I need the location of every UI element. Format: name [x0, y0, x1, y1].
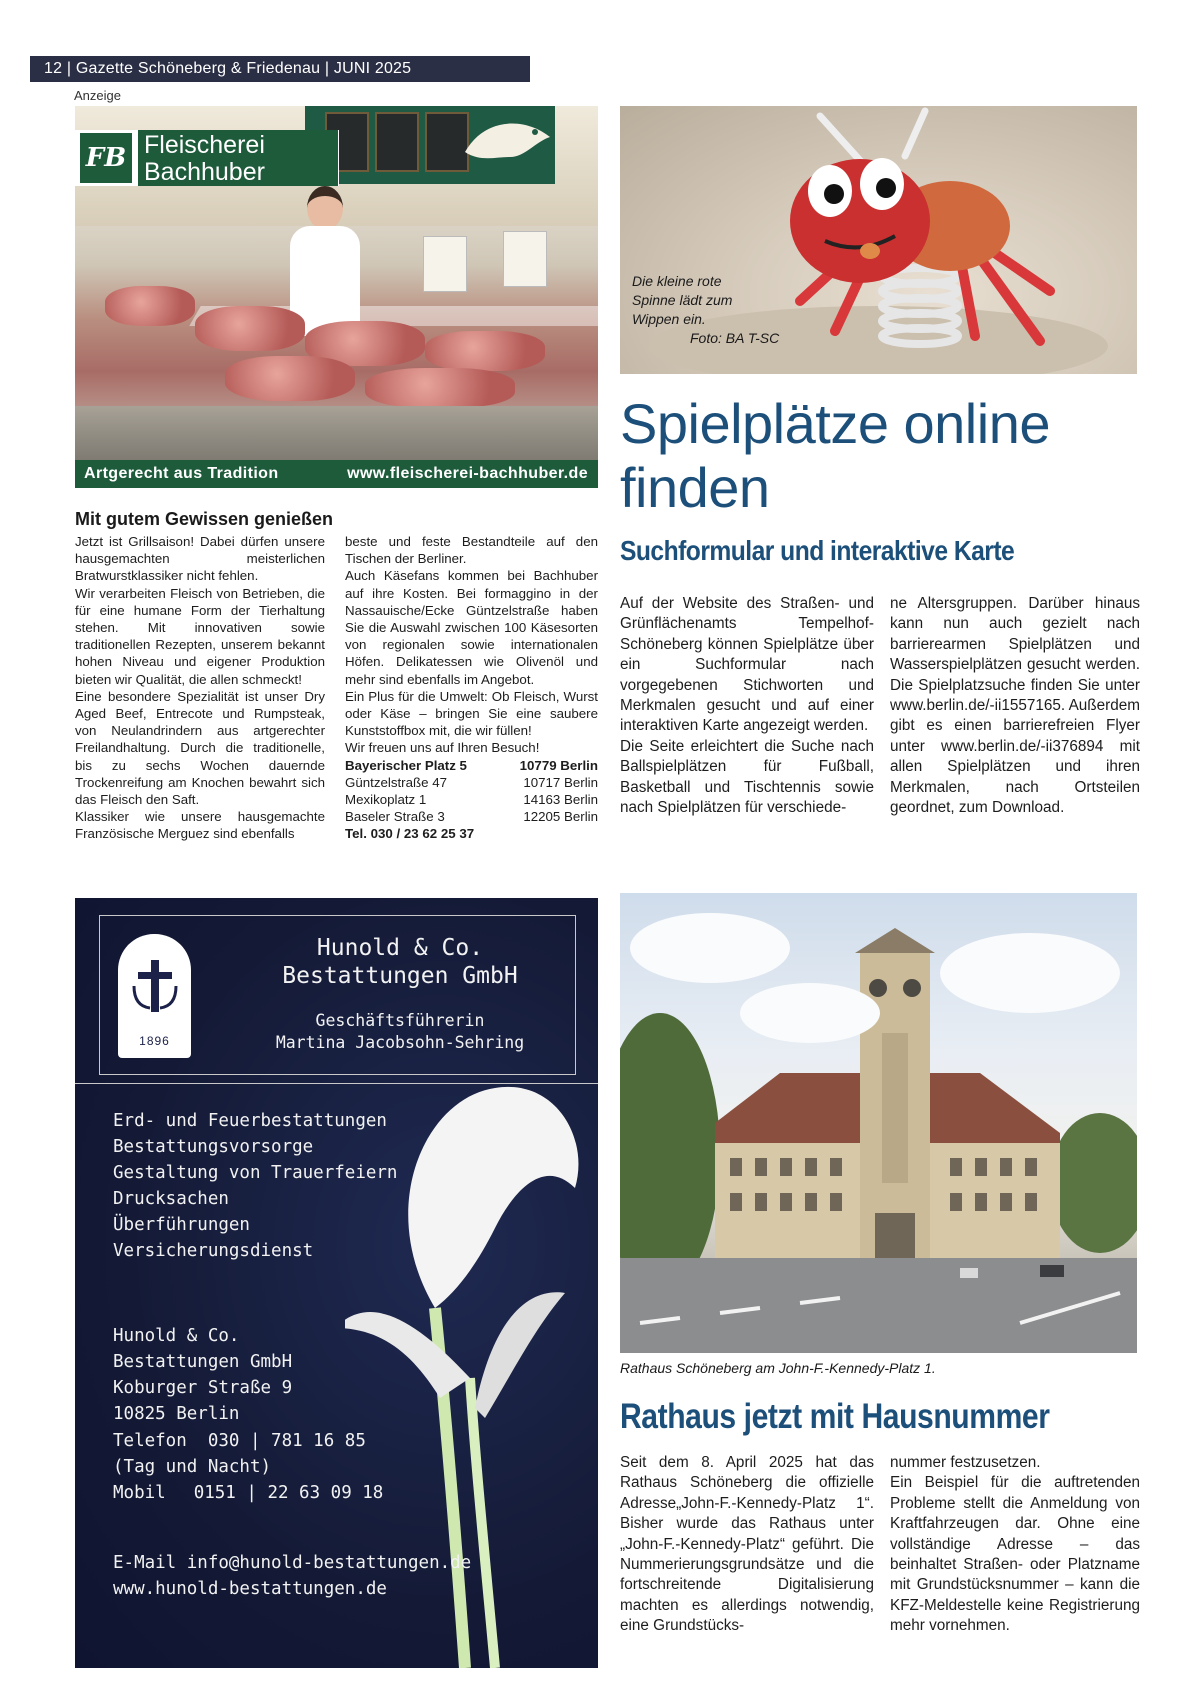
rathaus-photo-caption: Rathaus Schöneberg am John-F.-Kennedy-Platz 1. — [620, 1360, 936, 1376]
logo-line-2: Bachhuber — [144, 158, 265, 186]
address-city: 14163 Berlin — [523, 792, 598, 808]
address-line: Koburger Straße 9 — [113, 1378, 293, 1398]
hunold-web[interactable]: www.hunold-bestattungen.de — [113, 1579, 387, 1599]
rathaus-photo — [620, 893, 1137, 1353]
fleischerei-tagline: Artgerecht aus Tradition — [84, 465, 279, 482]
counter-front — [75, 406, 598, 460]
paragraph: Eine besondere Spezialität ist unser Dry Aged Beef, Entrecote und Rumpsteak, von Neulandrindern aus artgerechter Freilandhaltung. Durch die traditionelle, bis zu sechs Wochen dauernde Trockenreifung am Knochen bewahrt sich das Fleisch den Saft. — [75, 688, 325, 808]
paragraph: Seit dem 8. April 2025 hat das Rathaus Schöneberg die offizielle Adresse„John-F.-Kennedy-Platz 1“. Bisher wurde das Rathaus unter „John-F.-Kennedy-Platz“ geführt. Die Nummerierungsgrundsätze und die fortschreitende Digitalisierung machten es allerdings notwendig, eine Grundstücks- — [620, 1454, 874, 1635]
paragraph: Auf der Website des Straßen- und Grünflächenamts Tempelhof-Schöneberg können Spielplätze über ein Suchformular nach vorgegebenen Stichworten und Merkmalen gesucht und auf einer interaktiven Karte angezeigt werden. — [620, 595, 874, 735]
address-street: Mexikoplatz 1 — [345, 792, 427, 808]
telefon-note: (Tag und Nacht) — [113, 1457, 272, 1477]
fleischerei-heading: Mit gutem Gewissen genießen — [75, 509, 334, 529]
address-row — [345, 808, 598, 825]
address-city: 12205 Berlin — [523, 809, 598, 825]
divider — [75, 1083, 598, 1084]
meat-tray — [425, 331, 545, 371]
hunold-company-name — [230, 934, 570, 990]
menu-board — [375, 112, 419, 172]
photo-credit: Foto: BA T-SC — [690, 330, 780, 346]
address-city: 10717 Berlin — [523, 774, 598, 790]
address-street: Baseler Straße 3 — [345, 809, 445, 825]
service-item: Gestaltung von Trauerfeiern — [113, 1163, 398, 1183]
fleischerei-logo-name — [138, 130, 338, 186]
spielplaetze-headline — [620, 392, 1140, 520]
paragraph: Klassiker wie unsere hausgemachte Französische Merguez sind ebenfalls — [75, 809, 325, 842]
fleischerei-band — [75, 460, 598, 488]
paragraph: Ein Plus für die Umwelt: Ob Fleisch, Wurst oder Käse – bringen Sie eine saubere Kunststoffbox mit, die wir füllen! — [345, 688, 598, 739]
hunold-contact — [113, 1550, 471, 1602]
meat-tray — [225, 356, 355, 401]
address-city: 10779 Berlin — [519, 757, 598, 773]
meat-tray — [195, 306, 305, 351]
hunold-advertisement — [75, 898, 598, 1668]
name-line: Hunold & Co. — [316, 935, 484, 961]
service-item: Überführungen — [113, 1215, 250, 1235]
hunold-address — [113, 1323, 292, 1427]
hunold-mobil — [113, 1480, 383, 1506]
price-sign — [423, 236, 467, 292]
page-header: 12 | Gazette Schöneberg & Friedenau | JUNI 2025 — [30, 56, 530, 82]
address-row — [345, 774, 598, 791]
address-street: Güntzelstraße 47 — [345, 774, 447, 790]
service-item: Drucksachen — [113, 1189, 229, 1209]
caption-line: Spinne lädt zum — [632, 292, 733, 308]
fleischerei-column-1 — [75, 533, 325, 843]
hunold-services — [113, 1108, 397, 1264]
service-item: Erd- und Feuerbestattungen — [113, 1111, 387, 1131]
emblem-year: 1896 — [139, 1034, 170, 1048]
paragraph: Die Seite erleichtert die Suche nach Ballspielplätzen für Fußball, Basketball und Tischtennis sowie nach Spielplätzen für verschiede- — [620, 737, 874, 817]
telefon-number[interactable]: Telefon 030 | 781 16 85 — [113, 1431, 366, 1451]
caption-line: Die kleine rote — [632, 273, 722, 289]
paragraph: Jetzt ist Grillsaison! Dabei dürfen unsere hausgemachten meisterlichen Bratwurstklassiker nicht fehlen. — [75, 534, 325, 584]
paragraph: nummer festzusetzen. — [890, 1454, 1041, 1471]
headline-line: Spielplätze online — [620, 392, 1050, 455]
fish-decoration-icon — [455, 112, 565, 172]
cloud — [940, 933, 1120, 1013]
spielplaetze-subheadline: Suchformular und interaktive Karte — [620, 535, 1015, 566]
meat-tray — [365, 368, 515, 408]
meat-tray — [105, 286, 195, 326]
manager-name: Martina Jacobsohn-Sehring — [275, 1033, 525, 1052]
fleischerei-column-2 — [345, 533, 598, 843]
rathaus-column-2 — [890, 1453, 1140, 1637]
cloud — [630, 913, 790, 983]
address-line: Bestattungen GmbH — [113, 1352, 293, 1372]
paragraph: Wir freuen uns auf Ihren Besuch! — [345, 740, 540, 756]
address-street: Bayerischer Platz 5 — [345, 757, 467, 773]
address-line: Hunold & Co. — [113, 1326, 240, 1346]
butcher-shop-photo — [75, 106, 598, 460]
caption-line: Wippen ein. — [632, 311, 706, 327]
hunold-emblem — [118, 934, 191, 1058]
hunold-manager — [230, 1010, 570, 1054]
logo-line-1: Fleischerei — [144, 131, 265, 159]
fleischerei-phone: Tel. 030 / 23 62 25 37 — [345, 826, 475, 842]
fleischerei-url[interactable]: www.fleischerei-bachhuber.de — [347, 465, 588, 482]
mobil-label: Mobil — [113, 1483, 166, 1503]
paragraph: Wir verarbeiten Fleisch von Betrieben, die für eine humane Form der Tierhaltung stehen. Mit innovativen sowie traditionellen Rezepten, unserem bekannt hohen Niveau und eigener Produktion bieten wir Qualität, die allen schmeckt! — [75, 585, 325, 687]
address-row — [345, 757, 598, 774]
paragraph: Auch Käsefans kommen bei Bachhuber auf ihre Kosten. Bei formaggino in der Nassauische/Ecke Güntzelstraße haben Sie die Auswahl zwischen 100 Käsesorten von regionalen sowie internationalen Höfen. Delikatessen wie Olivenöl und mehr sind ebenfalls im Angebot. — [345, 568, 598, 687]
cross-icon — [130, 956, 180, 1026]
address-row — [345, 791, 598, 808]
manager-role: Geschäftsführerin — [315, 1011, 485, 1030]
mobil-number[interactable]: 0151 | 22 63 09 18 — [193, 1483, 384, 1503]
ad-label: Anzeige — [74, 88, 121, 103]
hunold-telefon — [113, 1428, 366, 1480]
cloud — [740, 983, 880, 1043]
headline-line: finden — [620, 456, 770, 519]
paragraph: beste und feste Bestandteile auf den Tischen der Berliner. — [345, 534, 598, 567]
name-line: Bestattungen GmbH — [282, 963, 518, 989]
spielplaetze-column-1 — [620, 594, 874, 818]
service-item: Versicherungsdienst — [113, 1241, 314, 1261]
paragraph: ne Altersgruppen. Darüber hinaus kann nun auch gezielt nach barrierearmen Spielplätzen und Wasserspielplätzen gesucht werden. Die Spielplatzsuche finden Sie unter www.berlin.de/-ii1557165. Außerdem gibt es einen barrierefreien Flyer unter www.berlin.de/-ii376894 mit allen Spielplätzen und ihren Merkmalen, nach Ortsteilen geordnet, zum Download. — [890, 595, 1140, 817]
rathaus-headline: Rathaus jetzt mit Hausnummer — [620, 1397, 1050, 1436]
rathaus-column-1 — [620, 1453, 874, 1637]
address-line: 10825 Berlin — [113, 1404, 240, 1424]
fleischerei-logo-mark: FB — [80, 133, 132, 183]
hunold-email[interactable]: E-Mail info@hunold-bestattungen.de — [113, 1553, 472, 1573]
spielplaetze-column-2 — [890, 594, 1140, 818]
price-sign — [503, 231, 547, 287]
spider-photo-caption — [632, 272, 779, 348]
paragraph: Ein Beispiel für die auftretenden Probleme stellt die Anmeldung von Kraftfahrzeugen dar. Ohne eine vollständige Adresse – das beinhaltet Straßen- oder Platzname mit Grundstücksnummer – kann die KFZ-Meldestelle keine Registrierung mehr vornehmen. — [890, 1474, 1140, 1635]
service-item: Bestattungsvorsorge — [113, 1137, 314, 1157]
